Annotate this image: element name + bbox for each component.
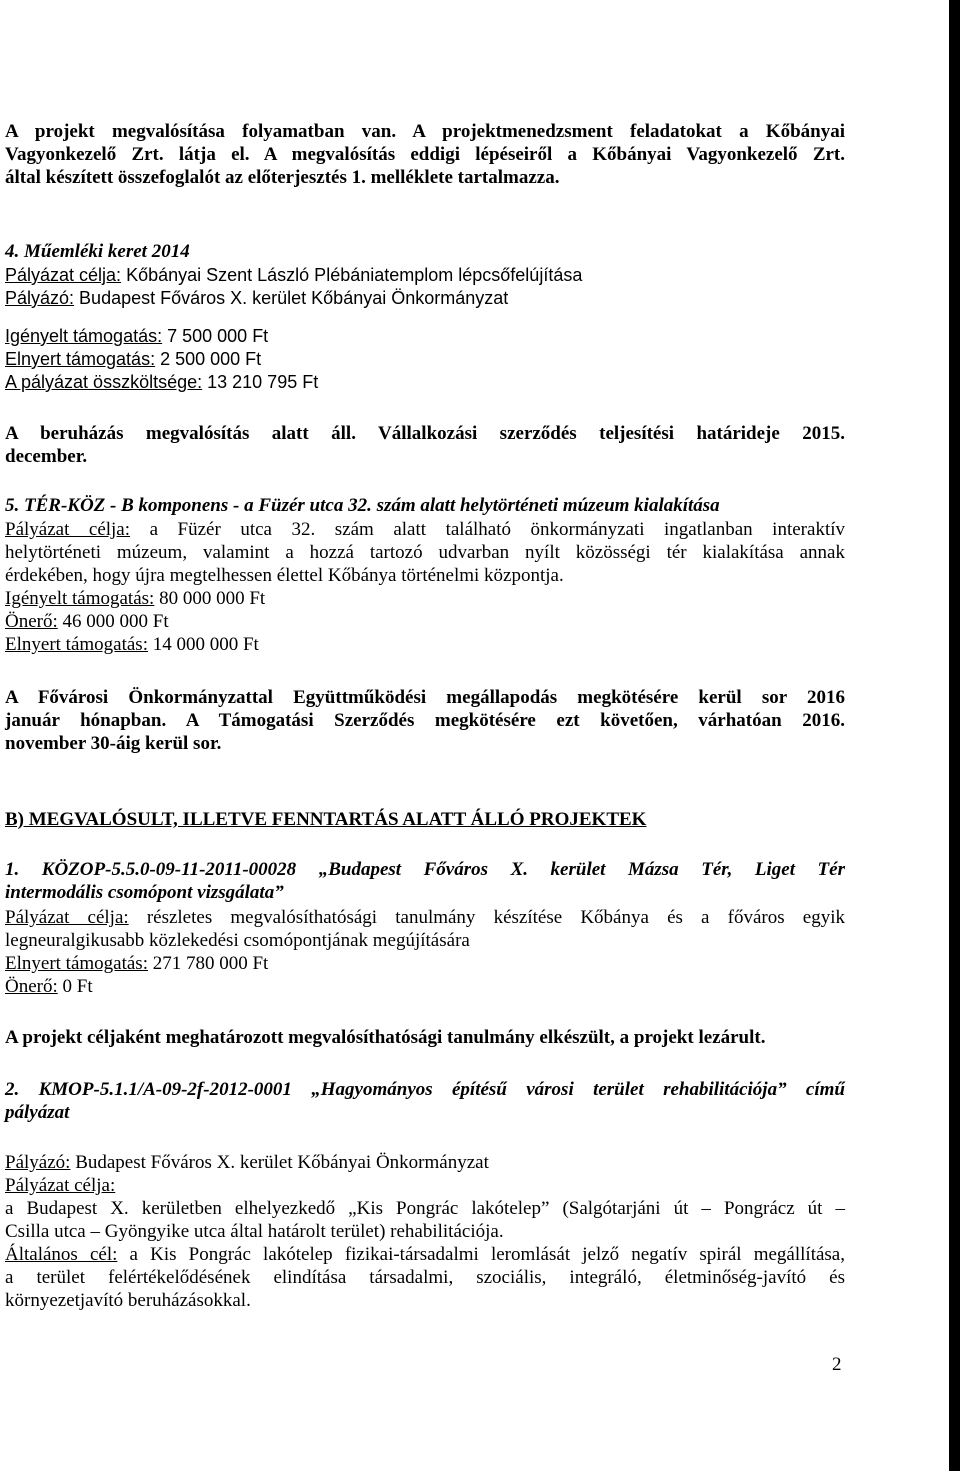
field-label: Igényelt támogatás: (5, 326, 163, 346)
detail-row (5, 906, 845, 929)
field-value: 80 000 000 Ft (154, 588, 266, 609)
detail-line: helytörténeti múzeum, valamint a hozzá tartozó udvarban nyílt közösségi tér kialakítása annak (5, 542, 845, 563)
detail-row (5, 348, 845, 371)
field-label: Pályázó: (5, 288, 75, 308)
field-label: Elnyert támogatás: (5, 349, 156, 369)
detail-row (5, 1243, 845, 1266)
field-label: Igényelt támogatás: (5, 588, 155, 609)
project-1-details (5, 906, 845, 998)
field-value: a Kis Pongrác lakótelep fizikai-társadalmi leromlását jelző negatív spirál megállítása, (117, 1244, 845, 1265)
project-heading-line: pályázat (5, 1102, 70, 1123)
field-label: Általános cél: (5, 1244, 118, 1265)
detail-row (5, 633, 845, 656)
project-2-details (5, 1151, 845, 1312)
field-value: 271 780 000 Ft (147, 953, 269, 974)
detail-line: a Budapest X. kerületben elhelyezkedő „Kis Pongrác lakótelep” (Salgótarjáni út – Pongrácz út – (5, 1198, 845, 1219)
detail-row (5, 325, 845, 348)
field-label: Pályázat célja: (5, 265, 122, 285)
field-value: 13 210 795 Ft (202, 372, 319, 392)
field-label: Elnyert támogatás: (5, 953, 148, 974)
detail-row (5, 610, 845, 633)
field-label: Pályázat célja: (5, 519, 131, 540)
section-5-status (5, 686, 845, 755)
detail-row (5, 952, 845, 975)
status-line: december. (5, 446, 88, 467)
section-b-heading (5, 808, 845, 831)
detail-row (5, 518, 845, 541)
status-line: január hónapban. A Támogatási Szerződés megkötésére ezt követően, várhatóan 2016. (5, 710, 845, 731)
detail-line: Csilla utca – Gyöngyike utca által határolt terület) rehabilitációja. (5, 1221, 504, 1242)
field-label: Önerő: (5, 976, 58, 997)
intro-line: által készített összefoglalót az előterjesztés 1. melléklete tartalmazza. (5, 167, 560, 188)
detail-row (5, 1151, 845, 1174)
field-value: Budapest Főváros X. kerület Kőbányai Önkormányzat (74, 288, 509, 308)
field-value: 46 000 000 Ft (57, 611, 169, 632)
field-value: Kőbányai Szent László Plébániatemplom lépcsőfelújítása (121, 265, 583, 285)
detail-row (5, 587, 845, 610)
detail-row (5, 1174, 845, 1197)
section-heading: 5. TÉR-KÖZ - B komponens - a Füzér utca 32. szám alatt helytörténeti múzeum kialakítása (5, 495, 720, 516)
field-value: 7 500 000 Ft (162, 326, 269, 346)
field-label: Pályázat célja: (5, 907, 129, 928)
status-line: november 30-áig kerül sor. (5, 733, 222, 754)
intro-paragraph (5, 120, 845, 189)
section-4-funding (5, 325, 845, 394)
section-5-details (5, 518, 845, 656)
section-4-details (5, 264, 845, 310)
field-value: 2 500 000 Ft (155, 349, 262, 369)
section-heading: 4. Műemléki keret 2014 (5, 241, 190, 262)
field-value: részletes megvalósíthatósági tanulmány készítése Kőbánya és a főváros egyik (128, 907, 845, 928)
field-label: Pályázó: (5, 1152, 71, 1173)
project-1-status (5, 1026, 845, 1049)
project-heading-line: intermodális csomópont vizsgálata” (5, 882, 284, 903)
project-heading-line: 1. KÖZOP-5.5.0-09-11-2011-00028 „Budapest Főváros X. kerület Mázsa Tér, Liget Tér (5, 859, 845, 880)
field-label: Elnyert támogatás: (5, 634, 148, 655)
page-number: 2 (832, 1354, 842, 1375)
detail-line: érdekében, hogy újra megtelhessen élettel Kőbánya történelmi központja. (5, 565, 564, 586)
status-line: A beruházás megvalósítás alatt áll. Vállalkozási szerződés teljesítési határideje 2015. (5, 423, 845, 444)
detail-line: legneuralgikusabb közlekedési csomópontjának megújítására (5, 930, 470, 951)
field-value: Budapest Főváros X. kerület Kőbányai Önkormányzat (70, 1152, 489, 1173)
project-2-heading (5, 1078, 845, 1124)
field-label: A pályázat összköltsége: (5, 372, 203, 392)
field-value: 14 000 000 Ft (147, 634, 259, 655)
detail-line: a terület felértékelődésének elindítása társadalmi, szociális, integráló, életminőség-javító és (5, 1267, 845, 1288)
field-label: Pályázat célja: (5, 1175, 116, 1196)
project-heading-line: 2. KMOP-5.1.1/A-09-2f-2012-0001 „Hagyományos építésű városi terület rehabilitációja” című (5, 1079, 845, 1100)
section-5-heading (5, 494, 845, 517)
section-4-heading (5, 240, 845, 263)
intro-line: Vagyonkezelő Zrt. látja el. A megvalósítás eddigi lépéseiről a Kőbányai Vagyonkezelő Zrt. (5, 144, 845, 165)
status-line: A projekt céljaként meghatározott megvalósíthatósági tanulmány elkészült, a projekt lezárult. (5, 1027, 766, 1048)
field-value: 0 Ft (57, 976, 93, 997)
section-4-status (5, 422, 845, 468)
section-title: B) MEGVALÓSULT, ILLETVE FENNTARTÁS ALATT ÁLLÓ PROJEKTEK (5, 809, 647, 830)
field-value: a Füzér utca 32. szám alatt található önkormányzati ingatlanban interaktív (130, 519, 845, 540)
detail-row (5, 371, 845, 394)
detail-row (5, 287, 845, 310)
field-label: Önerő: (5, 611, 58, 632)
detail-row (5, 975, 845, 998)
detail-row (5, 264, 845, 287)
detail-line: környezetjavító beruházásokkal. (5, 1290, 251, 1311)
intro-line: A projekt megvalósítása folyamatban van. A projektmenedzsment feladatokat a Kőbányai (5, 121, 845, 142)
status-line: A Fővárosi Önkormányzattal Együttműködési megállapodás megkötésére kerül sor 2016 (5, 687, 845, 708)
scan-edge-bar (949, 0, 960, 1471)
project-1-heading (5, 858, 845, 904)
